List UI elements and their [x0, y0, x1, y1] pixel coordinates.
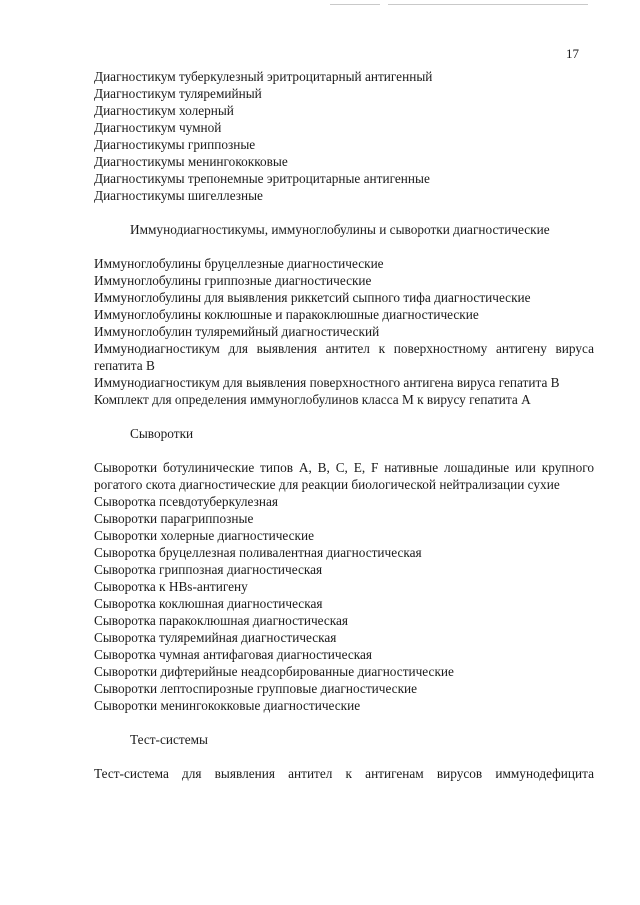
top-rule-right — [388, 4, 588, 5]
list-item: Сыворотка бруцеллезная поливалентная диагностическая — [94, 545, 422, 560]
list-item: Диагностикумы менингококковые — [94, 154, 288, 169]
list-item: Иммуноглобулины гриппозные диагностические — [94, 273, 372, 288]
list-item: Иммуноглобулины коклюшные и паракоклюшные диагностические — [94, 307, 479, 322]
list-item: Сыворотка туляремийная диагностическая — [94, 630, 337, 645]
list-item: Диагностикум туберкулезный эритроцитарный антигенный — [94, 69, 433, 84]
list-item: Сыворотки холерные диагностические — [94, 528, 315, 543]
list-item: Сыворотка псевдотуберкулезная — [94, 494, 278, 509]
list-item: Диагностикум туляремийный — [94, 86, 262, 101]
section-heading-serums: Сыворотки — [130, 426, 194, 441]
page-number: 17 — [566, 46, 579, 61]
list-item: Сыворотки ботулинические типов А, В, С, Е, F нативные лошадиные или крупного рогатого скота диагностические для реакции биологической нейтрализации сухие — [94, 460, 594, 492]
list-item: Иммунодиагностикум для выявления поверхностного антигена вируса гепатита В — [94, 375, 560, 390]
list-item: Сыворотка коклюшная диагностическая — [94, 596, 323, 611]
list-item: Сыворотка гриппозная диагностическая — [94, 562, 323, 577]
list-item: Сыворотки дифтерийные неадсорбированные диагностические — [94, 664, 454, 679]
list-item: Сыворотка чумная антифаговая диагностическая — [94, 647, 373, 662]
list-item: Тест-система для выявления антител к антигенам вирусов иммунодефицита — [94, 766, 594, 781]
list-item: Диагностикум чумной — [94, 120, 222, 135]
list-item: Диагностикум холерный — [94, 103, 234, 118]
list-item: Диагностикумы трепонемные эритроцитарные антигенные — [94, 171, 430, 186]
document-body — [94, 68, 594, 782]
list-item: Диагностикумы шигеллезные — [94, 188, 263, 203]
top-rule-left — [330, 4, 380, 5]
list-item: Диагностикумы гриппозные — [94, 137, 256, 152]
list-item: Сыворотки лептоспирозные групповые диагностические — [94, 681, 418, 696]
section-heading-immuno: Иммунодиагностикумы, иммуноглобулины и сыворотки диагностические — [130, 222, 550, 237]
list-item: Сыворотки менингококковые диагностические — [94, 698, 361, 713]
list-item: Сыворотка паракоклюшная диагностическая — [94, 613, 349, 628]
list-item: Иммуноглобулины для выявления риккетсий сыпного тифа диагностические — [94, 290, 531, 305]
list-item: Иммуноглобулин туляремийный диагностический — [94, 324, 380, 339]
list-item: Сыворотки парагриппозные — [94, 511, 254, 526]
list-item: Комплект для определения иммуноглобулинов класса М к вирусу гепатита А — [94, 392, 531, 407]
list-item: Иммунодиагностикум для выявления антител к поверхностному антигену вируса гепатита В — [94, 341, 594, 373]
list-item: Сыворотка к HBs-антигену — [94, 579, 248, 594]
list-item: Иммуноглобулины бруцеллезные диагностические — [94, 256, 384, 271]
section-heading-test-systems: Тест-системы — [130, 732, 208, 747]
